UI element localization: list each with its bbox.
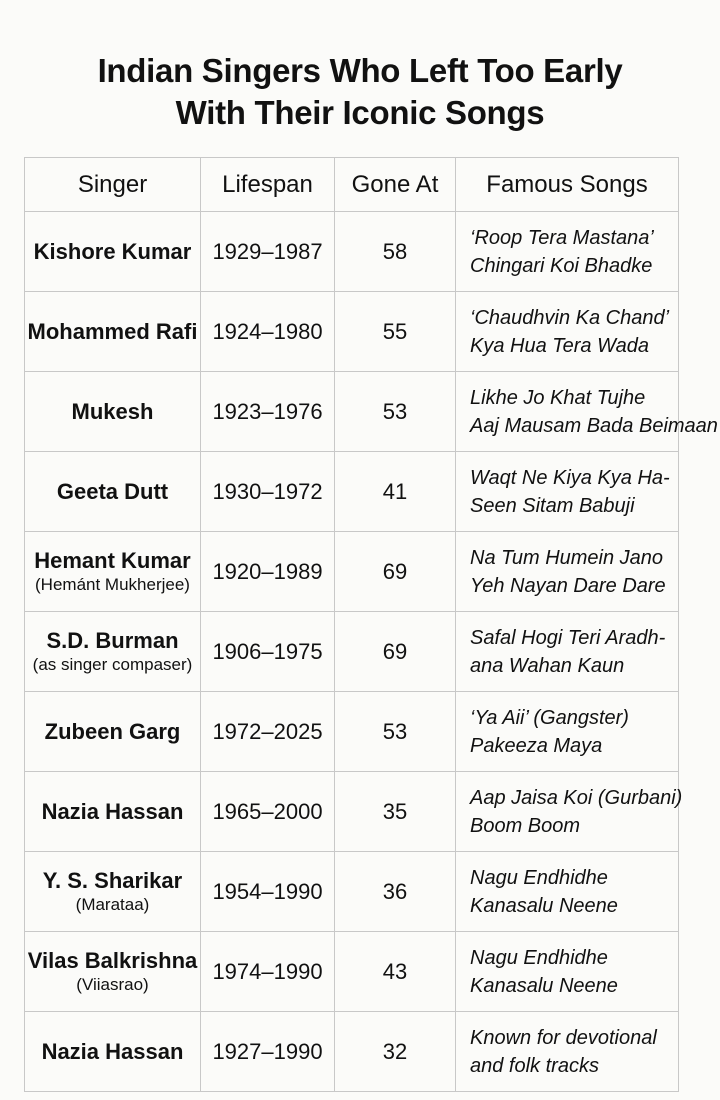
songs-cell [456, 852, 679, 932]
lifespan-cell: 1954–1990 [201, 852, 335, 932]
page-title: Indian Singers Who Left Too Early With Their Iconic Songs [97, 52, 623, 131]
singer-name: Kishore Kumar [33, 238, 192, 264]
song-line: Na Tum Humein Jano [470, 546, 664, 569]
table-row [25, 612, 679, 692]
song-line: Safal Hogi Teri Aradh- [470, 626, 666, 649]
songs-cell [456, 612, 679, 692]
song-line: and folk tracks [470, 1054, 599, 1077]
table-row [25, 932, 679, 1012]
singer-name: Nazia Hassan [41, 1038, 184, 1064]
song-line: Nagu Endhidhe [470, 946, 608, 969]
song-line: Likhe Jo Khat Tujhe [470, 386, 646, 409]
songs-cell [456, 692, 679, 772]
header-famous-songs: Famous Songs [456, 158, 679, 212]
singer-name: Nazia Hassan [41, 798, 184, 824]
table-row [25, 292, 679, 372]
lifespan-cell: 1974–1990 [201, 932, 335, 1012]
table-row [25, 212, 679, 292]
lifespan-cell: 1924–1980 [201, 292, 335, 372]
gone-at-cell: 58 [335, 212, 456, 292]
gone-at-cell: 53 [335, 372, 456, 452]
lifespan-cell: 1929–1987 [201, 212, 335, 292]
songs-cell [456, 292, 679, 372]
gone-at-cell: 35 [335, 772, 456, 852]
song-line: Seen Sitam Babuji [470, 494, 635, 517]
lifespan-cell: 1930–1972 [201, 452, 335, 532]
lifespan-cell: 1920–1989 [201, 532, 335, 612]
singer-name: Y. S. Sharikar [42, 867, 183, 893]
song-line: ‘Ya Aii’ (Gangster) [470, 706, 629, 729]
header-singer: Singer [25, 158, 201, 212]
gone-at-cell: 69 [335, 532, 456, 612]
singer-cell [25, 452, 201, 532]
songs-cell [456, 372, 718, 452]
singer-name: Hemant Kumar [34, 547, 191, 573]
song-line: Kanasalu Neene [470, 974, 618, 997]
singers-table [24, 157, 718, 1092]
song-line: Waqt Ne Kiya Kya Ha- [470, 466, 670, 489]
singer-cell [25, 772, 201, 852]
song-line: Yeh Nayan Dare Dare [470, 574, 666, 597]
singer-cell [25, 212, 201, 292]
songs-cell [456, 932, 679, 1012]
singer-cell [25, 852, 201, 932]
song-line: Kanasalu Neene [470, 894, 618, 917]
singer-cell [25, 292, 201, 372]
lifespan-cell: 1972–2025 [201, 692, 335, 772]
table-row [25, 772, 679, 852]
song-line: Nagu Endhidhe [470, 866, 608, 889]
header-row [25, 158, 679, 212]
singer-name: S.D. Burman [46, 627, 179, 653]
singer-note: (Viiasrao) [76, 974, 149, 994]
table-row [25, 532, 679, 612]
song-line: Aaj Mausam Bada Beimaan [470, 414, 718, 437]
song-line: Known for devotional [470, 1026, 657, 1049]
songs-cell [456, 212, 679, 292]
singer-name: Vilas Balkrishna [27, 947, 198, 973]
singer-cell [25, 1012, 201, 1092]
lifespan-cell: 1923–1976 [201, 372, 335, 452]
table-row [25, 852, 679, 932]
gone-at-cell: 69 [335, 612, 456, 692]
table-row [25, 452, 679, 532]
song-line: Pakeeza Maya [470, 734, 603, 757]
gone-at-cell: 41 [335, 452, 456, 532]
gone-at-cell: 32 [335, 1012, 456, 1092]
singer-cell [25, 612, 201, 692]
singer-cell [25, 692, 201, 772]
song-line: ana Wahan Kaun [470, 654, 625, 677]
song-line: Boom Boom [470, 814, 581, 837]
lifespan-cell: 1965–2000 [201, 772, 335, 852]
singer-name: Geeta Dutt [56, 478, 169, 504]
singer-name: Zubeen Garg [44, 718, 181, 744]
song-line: Aap Jaisa Koi (Gurbani) [470, 786, 683, 809]
singer-cell [25, 532, 201, 612]
singer-name: Mohammed Rafi [27, 318, 198, 344]
singer-note: (as singer compaser) [32, 654, 193, 674]
songs-cell [456, 452, 679, 532]
table-row [25, 372, 679, 452]
songs-cell [456, 532, 679, 612]
table-row [25, 692, 679, 772]
gone-at-cell: 36 [335, 852, 456, 932]
song-line: ‘Chaudhvin Ka Chand’ [470, 306, 670, 329]
singer-note: (Hemánt Mukherjee) [35, 574, 190, 594]
singer-note: (Marataa) [75, 894, 150, 914]
gone-at-cell: 55 [335, 292, 456, 372]
header-lifespan: Lifespan [201, 158, 335, 212]
song-line: Kya Hua Tera Wada [470, 334, 649, 357]
songs-cell [456, 1012, 679, 1092]
songs-cell [456, 772, 683, 852]
lifespan-cell: 1927–1990 [201, 1012, 335, 1092]
lifespan-cell: 1906–1975 [201, 612, 335, 692]
singer-cell [25, 372, 201, 452]
header-gone-at: Gone At [335, 158, 456, 212]
singer-name: Mukesh [71, 398, 154, 424]
singer-cell [25, 932, 201, 1012]
gone-at-cell: 53 [335, 692, 456, 772]
gone-at-cell: 43 [335, 932, 456, 1012]
table-row [25, 1012, 679, 1092]
song-line: Chingari Koi Bhadke [470, 254, 653, 277]
song-line: ‘Roop Tera Mastana’ [470, 226, 654, 249]
